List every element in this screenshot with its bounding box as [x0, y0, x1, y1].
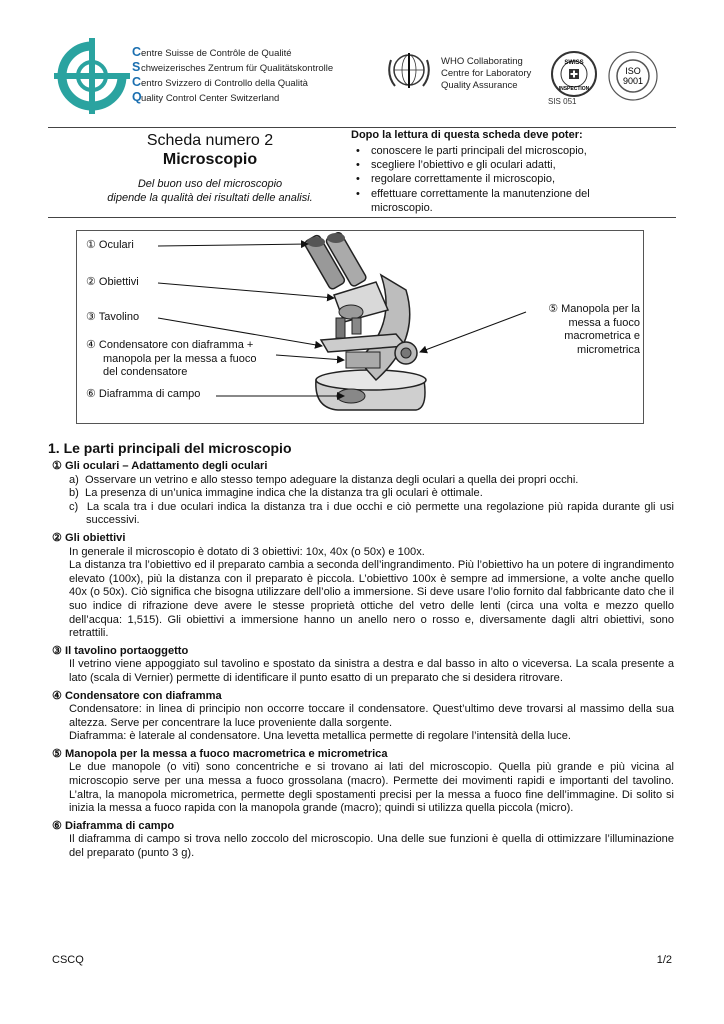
label-diaframma: ⑥ Diaframma di campo [86, 388, 201, 400]
label-tavolino: ③ Tavolino [86, 311, 140, 323]
page-title: Microscopio [162, 151, 258, 168]
swiss-seal-bottom-text: INSPECTION [558, 86, 590, 92]
s2-heading: ② Gli obiettivi [52, 531, 126, 544]
s5-heading: ⑤ Manopola per la messa a fuoco macrometrica e micrometrica [52, 747, 388, 760]
top-rule [48, 127, 676, 128]
s5-p1: Le due manopole (o viti) sono concentriche e si trovano ai lati del microscopio. Quella più grande e più vicina al microscopio serve per una messa a fuoco grossolana (macro). Permette dei movimenti rapidi e importanti del tavolino. L’altra, la manopola micrometrica, permette degli spostamenti precisi per la messa a fuoco fine dell’immagine. Di solito si inizia la messa a fuoco rapida con la manopola grande (macro); quindi si utilizza quella piccola (micro). [69, 761, 674, 815]
list-item: • scegliere l’obiettivo e gli oculari adatti, [351, 158, 651, 172]
section-body [52, 460, 674, 861]
goals-list [351, 144, 651, 215]
s4-p2: Diaframma: è laterale al condensatore. Una levetta metallica permette di regolare l’intensità della luce. [69, 730, 571, 743]
s3-heading: ③ Il tavolino portaoggetto [52, 644, 189, 657]
s6-p1: Il diaframma di campo si trova nello zoccolo del microscopio. Una delle sue funzioni è quella di ottimizzare l’illuminazione del preparato (punto 3 g). [69, 833, 674, 860]
s4-p1: Condensatore: in linea di principio non occorre toccare il condensatore. Quest’ultimo deve trovarsi al massimo della sua altezza. Serve per concentrare la luce proveniente dalla sorgente. [69, 703, 674, 729]
title-rule [48, 217, 676, 218]
microscope-drawing [76, 230, 642, 422]
list-item: • conoscere le parti principali del microscopio, [351, 144, 651, 158]
cscq-logo [52, 36, 132, 116]
organisation-names: Centre Suisse de Contrôle de Qualité Schweizerisches Zentrum für Qualitätskontrolle Centro Svizzero di Controllo della Qualità Quality Control Center Switzerland [132, 45, 334, 104]
list-item: • effettuare correttamente la manutenzione del microscopio. [351, 187, 651, 215]
sis-number: SIS 051 [548, 97, 577, 106]
swiss-inspection-seal [550, 50, 598, 98]
page-number: 1/2 [656, 954, 672, 966]
list-item: • regolare correttamente il microscopio, [351, 172, 651, 186]
list-item: b) La presenza di un’unica immagine indica che la distanza tra gli oculari è ottimale. [69, 487, 483, 500]
section-title: 1. Le parti principali del microscopio [48, 440, 292, 456]
s1-heading: ① Gli oculari – Adattamento degli oculari [52, 460, 268, 472]
sheet-number: Scheda numero 2 [146, 132, 274, 149]
label-oculari: ① Oculari [86, 239, 134, 251]
s4-heading: ④ Condensatore con diaframma [52, 689, 222, 702]
label-obiettivi: ② Obiettivi [86, 276, 139, 288]
iso-seal-line2: 9001 [622, 76, 644, 86]
goals-heading: Dopo la lettura di questa scheda deve poter: [351, 129, 583, 141]
who-text: WHO Collaborating Centre for Laboratory Quality Assurance [441, 56, 532, 91]
label-manopola: ⑤ Manopola per la messa a fuoco macrometrica e micrometrica [548, 303, 640, 356]
subtitle: Del buon uso del microscopio dipende la qualità dei risultati delle analisi. [107, 178, 313, 204]
who-emblem-icon [385, 50, 433, 94]
iso-9001-seal [607, 50, 659, 102]
s2-p2: La distanza tra l’obiettivo ed il preparato cambia a seconda dell’ingrandimento. Più l’obiettivo ha un potere di ingrandimento elevato (100x), più la distanza con il preparato è piccola. L’obiettivo 100x è sempre ad immersione, a volte anche quello 40x (o 50x). Ciò significa che bisogna utilizzare dell’olio a immersione. Si deve usare l’olio fornito dal fabbricante dato che il suo indice di rifrazione deve avere le stesse proprietà ottiche del vetro delle lenti (circa una volta e mezzo quello dell’acqua: 1,515). Gli obiettivi a immersione hanno un anello nero o rosso e, diversamente dagli altri obiettivi, sono retrattili. [69, 559, 674, 640]
label-condensatore: ④ Condensatore con diaframma + manopola per la messa a fuoco del condensatore [86, 339, 257, 378]
s6-heading: ⑥ Diaframma di campo [52, 819, 175, 832]
footer-left: CSCQ [52, 954, 84, 966]
iso-seal-line1: ISO [625, 66, 641, 76]
swiss-seal-top-text: SWISS [564, 60, 584, 66]
s2-p1: In generale il microscopio è dotato di 3 obiettivi: 10x, 40x (o 50x) e 100x. [69, 545, 425, 558]
s3-p1: Il vetrino viene appoggiato sul tavolino e spostato da sinistra a destra e dal basso in alto o viceversa. La scala presente a lato (scala di Vernier) permette di identificare il punto esatto di un preparato che si desidera ritrovare. [69, 658, 674, 684]
list-item: a) Osservare un vetrino e allo stesso tempo adeguare la distanza degli oculari a quella dei propri occhi. [69, 473, 579, 486]
list-item: c) La scala tra i due oculari indica la distanza tra i due occhi e ciò permette una regolazione più rapida durante gli usi successivi. [69, 500, 674, 527]
